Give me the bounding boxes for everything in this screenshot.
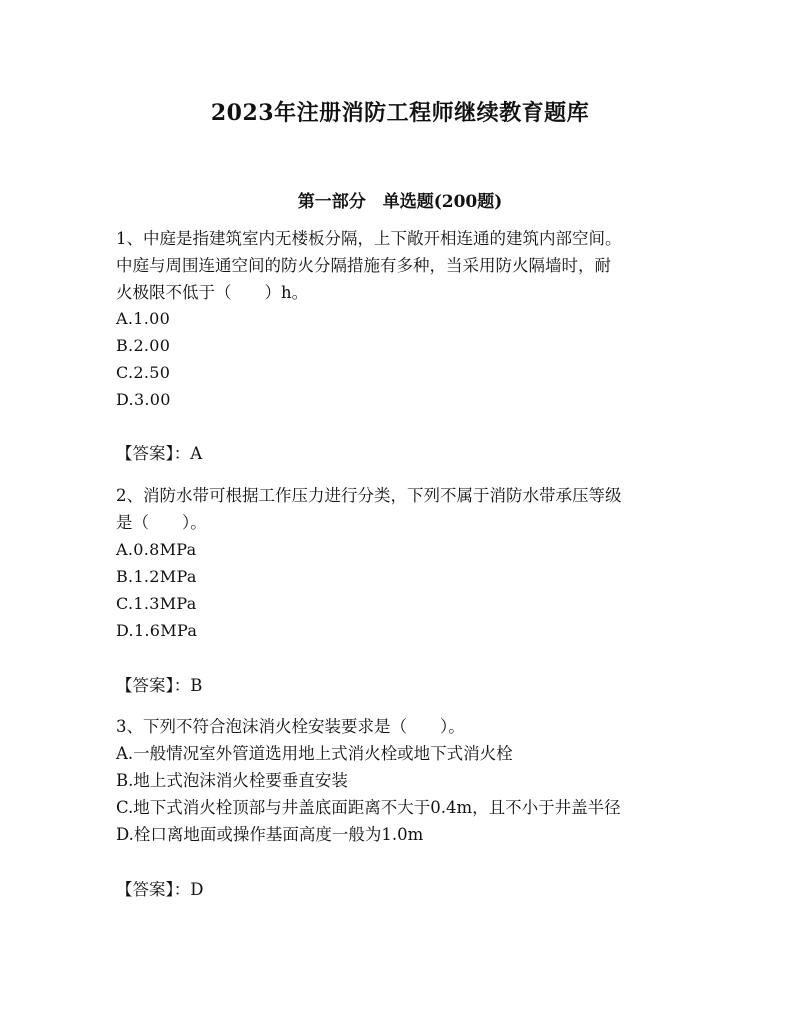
- question-stem-line: 1、中庭是指建筑室内无楼板分隔，上下敞开相连通的建筑内部空间。: [116, 229, 622, 248]
- question-stem-line: 火极限不低于（ ）h。: [116, 283, 309, 302]
- option-c: C.2.50: [116, 363, 171, 382]
- question-stem-line: 中庭与周围连通空间的防火分隔措施有多种，当采用防火隔墙时，耐: [116, 256, 611, 275]
- option-d: D.3.00: [116, 390, 171, 409]
- answer-label: 【答案】：A: [116, 444, 203, 463]
- option-c: C.地下式消火栓顶部与井盖底面距离不大于0.4m，且不小于井盖半径: [116, 798, 621, 817]
- document-title: 2023年注册消防工程师继续教育题库: [210, 100, 590, 126]
- option-a: A.一般情况室外管道选用地上式消火栓或地下式消火栓: [116, 744, 513, 763]
- option-d: D.1.6MPa: [116, 621, 198, 640]
- option-a: A.1.00: [116, 309, 171, 328]
- answer-label: 【答案】：B: [116, 676, 203, 695]
- question-stem-line: 3、下列不符合泡沫消火栓安装要求是（ ）。: [116, 717, 465, 736]
- answer-label: 【答案】：D: [116, 880, 204, 899]
- question-stem-line: 2、消防水带可根据工作压力进行分类，下列不属于消防水带承压等级: [116, 486, 622, 505]
- option-d: D.栓口离地面或操作基面高度一般为1.0m: [116, 825, 424, 844]
- section-title: 第一部分 单选题(200题): [297, 192, 503, 212]
- option-c: C.1.3MPa: [116, 594, 197, 613]
- option-a: A.0.8MPa: [116, 540, 197, 559]
- option-b: B.1.2MPa: [116, 567, 197, 586]
- question-stem-line: 是（ ）。: [116, 513, 207, 532]
- option-b: B.地上式泡沫消火栓要垂直安装: [116, 771, 348, 790]
- option-b: B.2.00: [116, 336, 171, 355]
